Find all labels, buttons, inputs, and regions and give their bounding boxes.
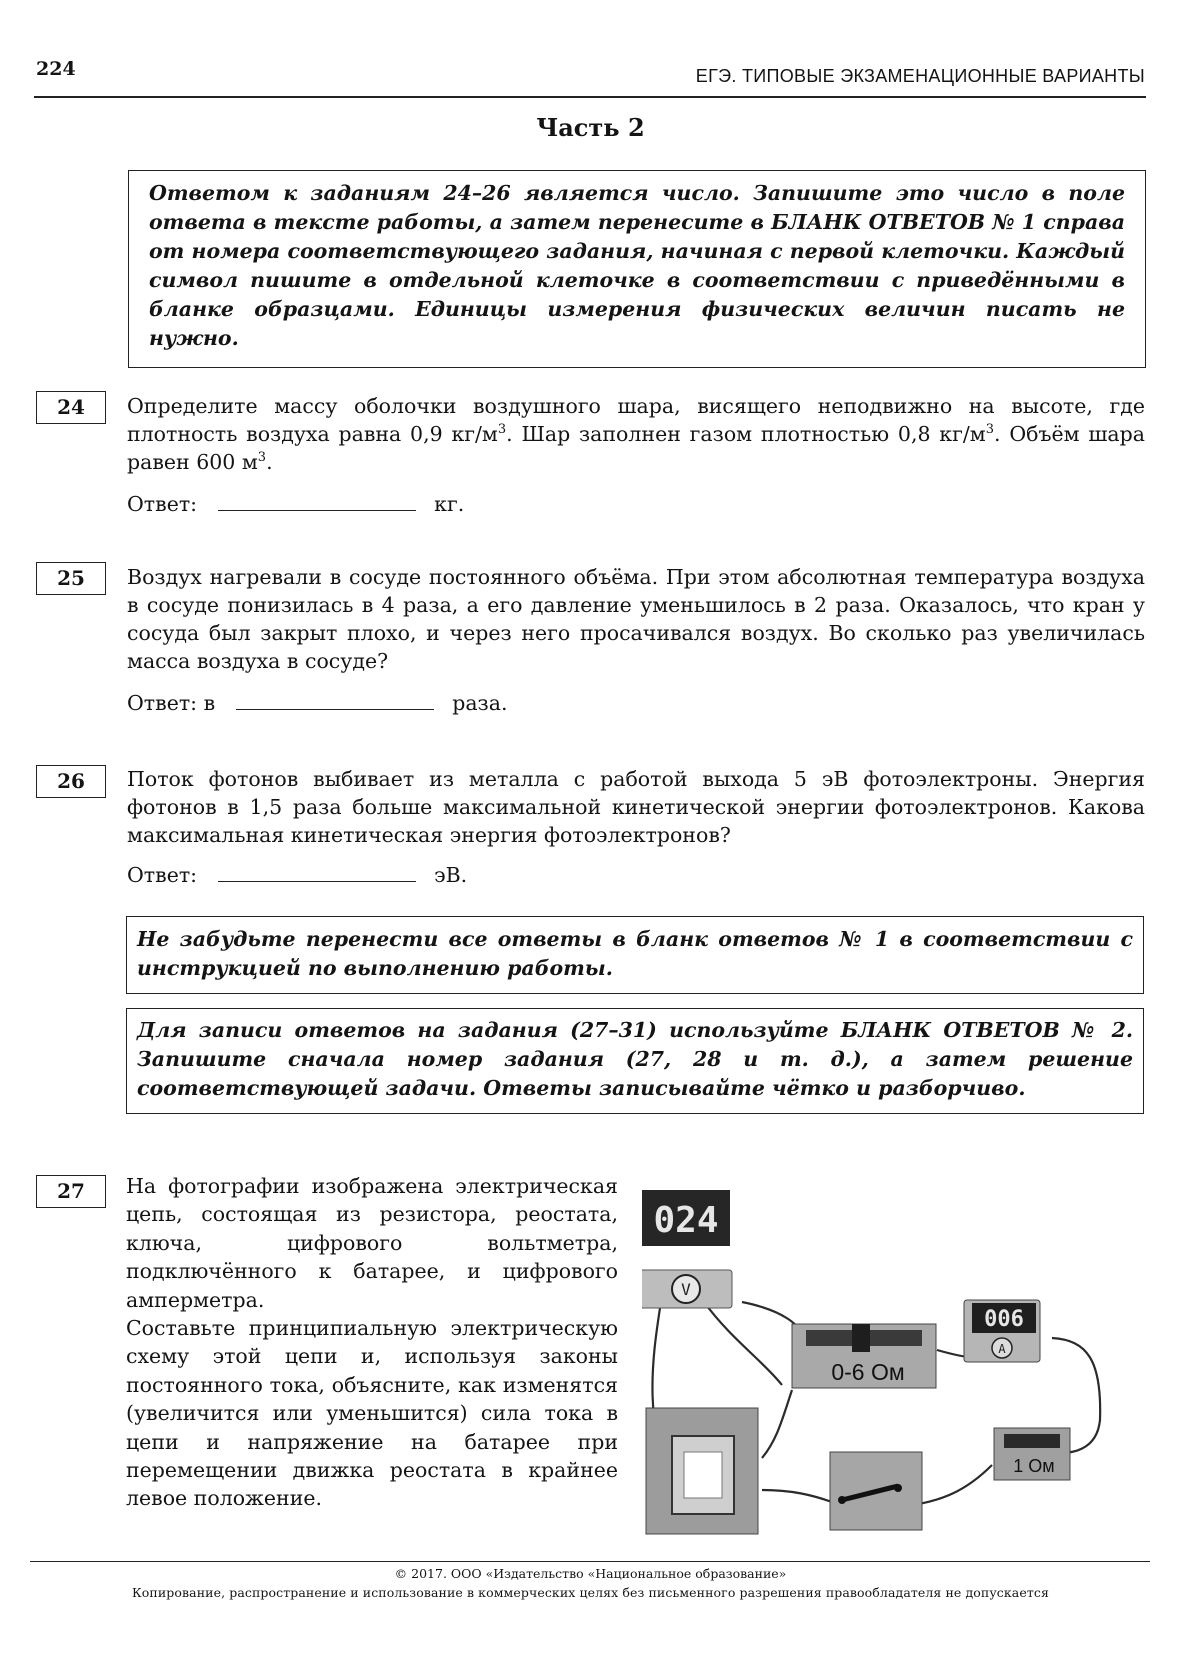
battery xyxy=(646,1408,758,1534)
task-25-answer xyxy=(127,689,1145,717)
task-24-text-c: . Объём шара равен 600 м xyxy=(127,422,1146,474)
answer-unit: кг. xyxy=(434,492,465,516)
footer-copyright: © 2017. ООО «Издательство «Национальное образование» xyxy=(394,1566,787,1581)
task-number-24: 24 xyxy=(36,391,106,424)
instruction-text: Не забудьте перенести все ответы в бланк ответов № 1 в соответствии с инструкцией по выполнению работы. xyxy=(137,927,1133,980)
instruction-box-answers xyxy=(128,170,1146,368)
resistor-label: 1 Ом xyxy=(1013,1456,1055,1476)
task-26-text: Поток фотонов выбивает из металла с работой выхода 5 эВ фотоэлектроны. Энергия фотонов в 1,5 раза больше максимальной кинетической энергии фотоэлектронов. Какова максимальная кинетическая энергия фотоэлектронов? xyxy=(127,767,1145,847)
instruction-text: Для записи ответов на задания (27–31) используйте БЛАНК ОТВЕТОВ № 2. Запишите сначала номер задания (27, 28 и т. д.), а затем решение соответствующей задачи. Ответы записывайте чётко и разборчиво. xyxy=(137,1018,1133,1100)
task-24-text-b: . Шар заполнен газом плотностью 0,8 кг/м xyxy=(506,422,986,446)
voltmeter xyxy=(642,1190,732,1308)
voltmeter-symbol: V xyxy=(681,1280,691,1299)
resistor xyxy=(994,1428,1070,1480)
footer-notice: Копирование, распространение и использование в коммерческих целях без письменного разрешения правообладателя не допускается xyxy=(132,1585,1049,1600)
instruction-box-reminder xyxy=(126,916,1144,994)
answer-field-24[interactable] xyxy=(218,492,416,511)
task-27-paragraph-2: Составьте принципиальную электрическую схему этой цепи и, используя законы постоянного тока, объясните, как изменятся (увеличится или уменьшится) сила тока в цепи и напряжение на батарее при перемещении движка реостата в крайнее левое положение. xyxy=(126,1316,618,1511)
answer-label: Ответ: xyxy=(127,863,198,887)
task-24-answer xyxy=(127,490,1145,518)
superscript: 3 xyxy=(497,422,507,438)
ammeter-symbol: A xyxy=(998,1342,1006,1356)
task-27-paragraph-1: На фотографии изображена электрическая цепь, состоящая из резистора, реостата, ключа, цифрового вольтметра, подключённого к батарее, и цифрового амперметра. xyxy=(126,1174,618,1312)
task-26-answer xyxy=(127,861,1145,889)
task-25 xyxy=(127,563,1145,717)
circuit-photo xyxy=(642,1190,1147,1550)
answer-unit: раза. xyxy=(452,691,508,715)
ammeter xyxy=(964,1300,1040,1362)
answer-label: Ответ: в xyxy=(127,691,216,715)
answer-field-26[interactable] xyxy=(218,863,416,882)
answer-label: Ответ: xyxy=(127,492,198,516)
page-number: 224 xyxy=(36,58,76,80)
task-26 xyxy=(127,765,1145,889)
rheostat-label: 0-6 Ом xyxy=(831,1359,905,1385)
task-number-25: 25 xyxy=(36,562,106,595)
instruction-text: Ответом к заданиям 24–26 является число. Запишите это число в поле ответа в тексте работы, а затем перенесите в БЛАНК ОТВЕТОВ № 1 справа от номера соответствующего задания, начиная с первой клеточки. Каждый символ пишите в отдельной клеточке в соответствии с приведёнными в бланке образцами. Единицы измерения физических величин писать не нужно. xyxy=(149,181,1125,350)
rheostat xyxy=(792,1324,936,1388)
running-header: ЕГЭ. ТИПОВЫЕ ЭКЗАМЕНАЦИОННЫЕ ВАРИАНТЫ xyxy=(695,66,1145,86)
superscript: 3 xyxy=(257,450,267,466)
task-number-26: 26 xyxy=(36,765,106,798)
task-27 xyxy=(126,1172,618,1513)
ammeter-reading: 006 xyxy=(984,1307,1024,1332)
part-title: Часть 2 xyxy=(536,113,645,142)
task-number-27: 27 xyxy=(36,1175,106,1208)
task-25-text: Воздух нагревали в сосуде постоянного объёма. При этом абсолютная температура воздуха в сосуде понизилась в 4 раза, а его давление уменьшилось в 2 раза. Оказалось, что кран у сосуда был закрыт плохо, и через него просачивался воздух. Во сколько раз увеличилась масса воздуха в сосуде? xyxy=(127,565,1145,673)
switch xyxy=(830,1452,922,1530)
superscript: 3 xyxy=(985,422,994,438)
task-24-text-a: Определите массу оболочки воздушного шара, висящего неподвижно на высоте, где плотность воздуха равна 0,9 кг/м xyxy=(127,394,1145,446)
voltmeter-reading: 024 xyxy=(653,1200,719,1241)
footer-divider xyxy=(30,1561,1150,1562)
task-24-text-d: . xyxy=(266,450,273,474)
task-24 xyxy=(127,392,1145,518)
instruction-box-form-2 xyxy=(126,1008,1144,1114)
answer-field-25[interactable] xyxy=(236,691,434,710)
header-divider xyxy=(34,96,1146,98)
answer-unit: эВ. xyxy=(434,863,468,887)
